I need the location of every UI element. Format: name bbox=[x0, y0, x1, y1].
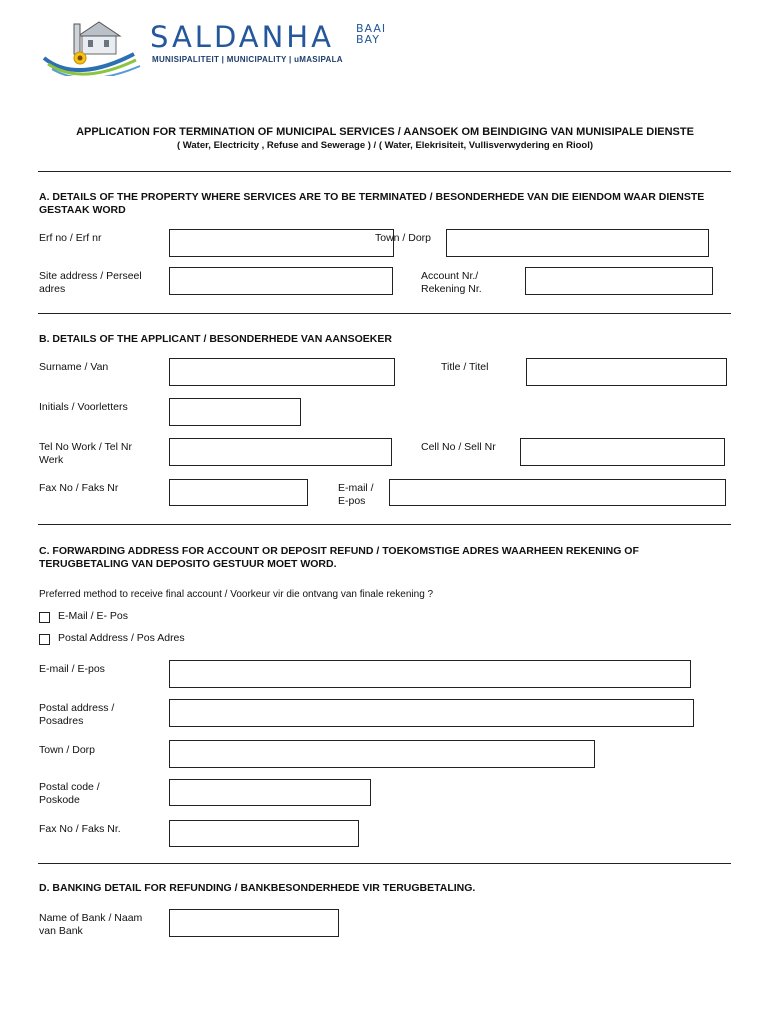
cell-input[interactable] bbox=[520, 438, 725, 466]
divider bbox=[38, 171, 731, 172]
forward-town-label: Town / Dorp bbox=[39, 744, 96, 756]
forward-fax-label: Fax No / Faks Nr. bbox=[39, 823, 121, 835]
municipality-logo bbox=[36, 14, 396, 76]
section-c-heading-line2: TERUGBETALING VAN DEPOSITO GESTUUR MOET WORD. bbox=[39, 558, 337, 570]
cell-label: Cell No / Sell Nr bbox=[421, 441, 496, 453]
site-address-input[interactable] bbox=[169, 267, 393, 295]
forward-fax-input[interactable] bbox=[169, 820, 359, 847]
fax-input[interactable] bbox=[169, 479, 308, 506]
email-input[interactable] bbox=[389, 479, 726, 506]
surname-label: Surname / Van bbox=[39, 361, 109, 373]
title-label: Title / Titel bbox=[441, 361, 489, 373]
erf-label: Erf no / Erf nr bbox=[39, 232, 102, 244]
email-label-line2: E-pos bbox=[338, 495, 366, 507]
account-label-line1: Account Nr./ bbox=[421, 270, 479, 282]
logo-wordmark: SALDANHA bbox=[150, 20, 334, 54]
email-label bbox=[338, 482, 374, 508]
account-label bbox=[421, 270, 482, 296]
forward-email-label: E-mail / E-pos bbox=[39, 663, 105, 675]
divider bbox=[38, 313, 731, 314]
tel-work-input[interactable] bbox=[169, 438, 392, 466]
section-a-heading-line1: A. DETAILS OF THE PROPERTY WHERE SERVICES ARE TO BE TERMINATED / BESONDERHEDE VAN DIE EIENDOM WAAR DIENSTE bbox=[39, 191, 705, 203]
account-label-line2: Rekening Nr. bbox=[421, 283, 482, 295]
divider bbox=[38, 524, 731, 525]
postal-option-label: Postal Address / Pos Adres bbox=[58, 632, 185, 644]
bank-name-label-line2: van Bank bbox=[39, 925, 83, 937]
account-input[interactable] bbox=[525, 267, 713, 295]
title-input[interactable] bbox=[526, 358, 727, 386]
bank-name-label bbox=[39, 912, 142, 938]
postal-address-input[interactable] bbox=[169, 699, 694, 727]
divider bbox=[38, 863, 731, 864]
fax-label: Fax No / Faks Nr bbox=[39, 482, 119, 494]
town-input[interactable] bbox=[446, 229, 709, 257]
forward-town-input[interactable] bbox=[169, 740, 595, 768]
logo-emblem-icon bbox=[36, 14, 151, 76]
site-address-label-line1: Site address / Perseel bbox=[39, 270, 142, 282]
site-address-label bbox=[39, 270, 142, 296]
tel-work-label-line2: Werk bbox=[39, 454, 64, 466]
surname-input[interactable] bbox=[169, 358, 395, 386]
postal-code-label-line1: Postal code / bbox=[39, 781, 100, 793]
logo-baai: BAAI bbox=[356, 22, 387, 35]
town-label: Town / Dorp bbox=[375, 232, 432, 244]
postal-code-input[interactable] bbox=[169, 779, 371, 806]
email-option-label: E-Mail / E- Pos bbox=[58, 610, 129, 622]
postal-address-label bbox=[39, 702, 114, 728]
email-option-checkbox[interactable] bbox=[39, 612, 50, 623]
bank-name-label-line1: Name of Bank / Naam bbox=[39, 912, 143, 924]
section-b-heading: B. DETAILS OF THE APPLICANT / BESONDERHEDE VAN AANSOEKER bbox=[39, 333, 392, 345]
initials-input[interactable] bbox=[169, 398, 301, 426]
postal-address-label-line2: Posadres bbox=[39, 715, 84, 727]
form-title: APPLICATION FOR TERMINATION OF MUNICIPAL SERVICES / AANSOEK OM BEINDIGING VAN MUNISIPALE DIENSTE bbox=[76, 126, 694, 138]
forward-email-input[interactable] bbox=[169, 660, 691, 688]
postal-address-label-line1: Postal address / bbox=[39, 702, 115, 714]
site-address-label-line2: adres bbox=[39, 283, 66, 295]
logo-bay: BAY bbox=[356, 33, 380, 46]
postal-option-checkbox[interactable] bbox=[39, 634, 50, 645]
postal-code-label-line2: Poskode bbox=[39, 794, 80, 806]
section-a-heading-line2: GESTAAK WORD bbox=[39, 204, 126, 216]
initials-label: Initials / Voorletters bbox=[39, 401, 128, 413]
section-c-heading-line1: C. FORWARDING ADDRESS FOR ACCOUNT OR DEPOSIT REFUND / TOEKOMSTIGE ADRES WAARHEEN REKENING OF bbox=[39, 545, 639, 557]
logo-tagline: MUNISIPALITEIT | MUNICIPALITY | uMASIPALA bbox=[152, 55, 343, 64]
tel-work-label-line1: Tel No Work / Tel Nr bbox=[39, 441, 132, 453]
form-subtitle: ( Water, Electricity , Refuse and Sewerage ) / ( Water, Elekrisiteit, Vullisverwydering en Riool) bbox=[176, 140, 593, 151]
tel-work-label bbox=[39, 441, 132, 467]
bank-name-input[interactable] bbox=[169, 909, 339, 937]
postal-code-label bbox=[39, 781, 100, 807]
section-d-heading: D. BANKING DETAIL FOR REFUNDING / BANKBESONDERHEDE VIR TERUGBETALING. bbox=[39, 882, 476, 894]
preferred-method-question: Preferred method to receive final account / Voorkeur vir die ontvang van finale rekening ? bbox=[39, 589, 434, 600]
email-label-line1: E-mail / bbox=[338, 482, 374, 494]
erf-input[interactable] bbox=[169, 229, 394, 257]
